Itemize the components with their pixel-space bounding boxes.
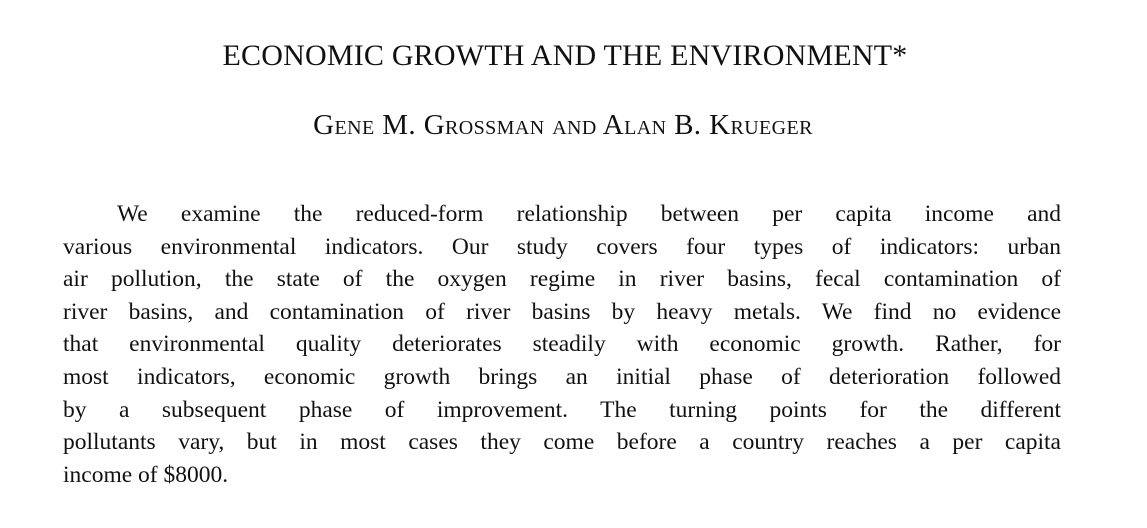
abstract-line: that environmental quality deteriorates steadily with economic growth. Rather, for [63,331,1061,358]
paper-authors: Gene M. Grossman and Alan B. Krueger [313,109,813,141]
abstract-line: river basins, and contamination of river basins by heavy metals. We find no evidence [63,298,1061,325]
abstract-line: air pollution, the state of the oxygen regime in river basins, fecal contamination of [63,266,1061,293]
paper-title: ECONOMIC GROWTH AND THE ENVIRONMENT* [222,39,908,72]
abstract-line: pollutants vary, but in most cases they come before a country reaches a per capita [63,429,1061,456]
abstract-line: income of $8000. [63,461,229,488]
abstract-line: various environmental indicators. Our study covers four types of indicators: urban [63,233,1061,260]
abstract-line: by a subsequent phase of improvement. The turning points for the different [63,396,1061,423]
abstract-line: most indicators, economic growth brings an initial phase of deterioration followed [63,363,1061,390]
abstract [63,198,1061,491]
abstract-line: We examine the reduced-form relationship between per capita income and [117,201,1061,227]
